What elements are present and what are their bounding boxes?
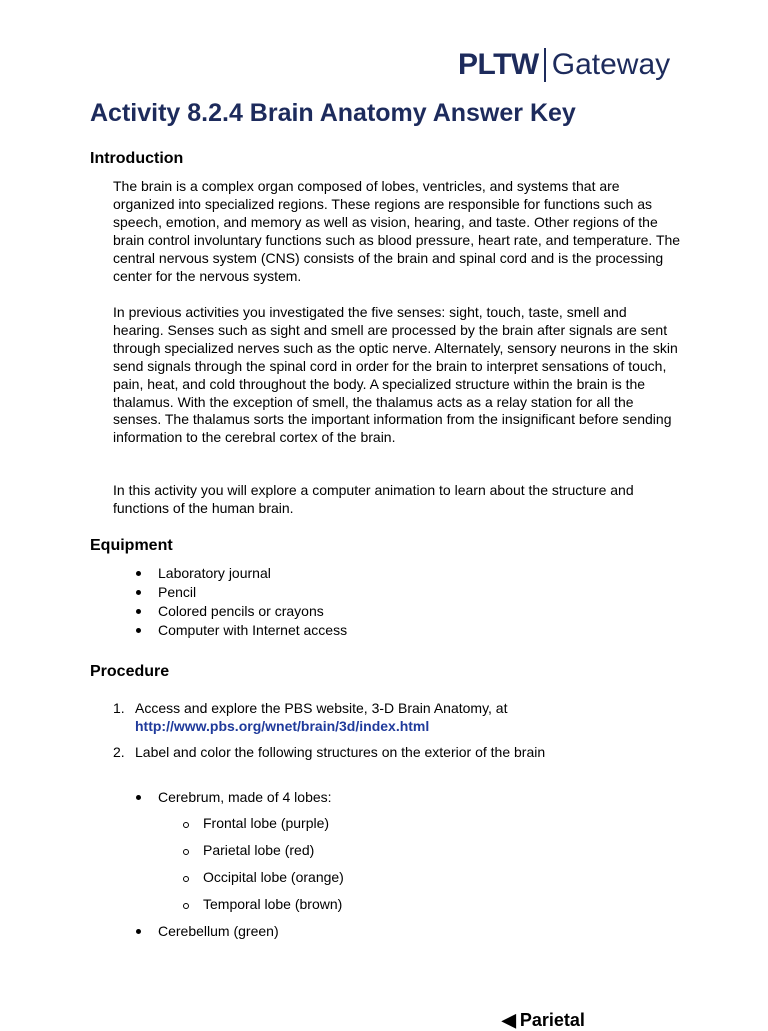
lobe-item-temporal <box>183 895 342 914</box>
cerebrum-item <box>136 788 332 807</box>
equipment-item-label: Colored pencils or crayons <box>158 603 324 619</box>
cerebrum-label: Cerebrum, made of 4 lobes: <box>158 789 332 805</box>
list-item <box>130 564 347 583</box>
introduction-heading: Introduction <box>90 150 184 167</box>
logo-brand: PLTW <box>458 48 539 81</box>
list-item <box>130 621 347 640</box>
circle-bullet-icon <box>183 849 189 855</box>
arrow-left-icon: ◀ <box>502 1010 516 1030</box>
pbs-brain-link[interactable]: http://www.pbs.org/wnet/brain/3d/index.html <box>135 717 430 734</box>
lobe-label: Occipital lobe (orange) <box>203 869 344 885</box>
equipment-item-label: Computer with Internet access <box>158 622 348 638</box>
equipment-item-label: Laboratory journal <box>158 565 271 581</box>
step-text: Label and color the following structures on the exterior of the brain <box>135 744 546 760</box>
list-item <box>130 583 347 602</box>
lobe-label: Frontal lobe (purple) <box>203 815 330 831</box>
circle-bullet-icon <box>183 876 189 882</box>
equipment-heading: Equipment <box>90 537 173 554</box>
figure-label-text: Parietal <box>519 1010 585 1030</box>
lobe-label: Temporal lobe (brown) <box>203 896 343 912</box>
procedure-heading: Procedure <box>90 663 170 680</box>
lobe-label: Parietal lobe (red) <box>203 842 315 858</box>
circle-bullet-icon <box>183 822 189 828</box>
lobe-item-frontal <box>183 814 329 833</box>
figure-label-parietal <box>502 1010 585 1031</box>
step-number: 1. <box>113 700 125 716</box>
equipment-list <box>130 564 347 640</box>
intro-paragraph-2: In previous activities you investigated the five senses: sight, touch, taste, smell and hearing. Senses such as sight and smell are processed by the brain after signals are sent through specialized nerves such as the optic nerve. Alternately, sensory neurons in the skin send signals through the spinal cord in order for the brain to interpret sensations of touch, pain, heat, and cold throughout the body. A specialized structure within the brain is the thalamus. With the exception of smell, the thalamus acts as a relay station for all the senses. The thalamus sorts the important information from the insignificant before sending information to the cerebral cortex of the brain. <box>113 304 678 446</box>
cerebellum-label: Cerebellum (green) <box>158 923 279 939</box>
logo-divider <box>544 48 546 82</box>
bullet-icon <box>136 571 141 576</box>
circle-bullet-icon <box>183 903 189 909</box>
step-number: 2. <box>113 744 125 760</box>
bullet-icon <box>136 628 141 633</box>
step-text: Access and explore the PBS website, 3-D Brain Anatomy, at <box>135 700 508 716</box>
bullet-icon <box>136 929 141 934</box>
intro-paragraph-3: In this activity you will explore a computer animation to learn about the structure and functions of the human brain. <box>113 482 634 516</box>
page-title: Activity 8.2.4 Brain Anatomy Answer Key <box>90 99 576 127</box>
list-item <box>130 602 347 621</box>
lobe-item-occipital <box>183 868 344 887</box>
lobe-item-parietal <box>183 841 314 860</box>
step-text-block <box>135 700 695 736</box>
logo-product: Gateway <box>551 48 671 81</box>
bullet-icon <box>136 609 141 614</box>
bullet-icon <box>136 795 141 800</box>
intro-paragraph-1: The brain is a complex organ composed of lobes, ventricles, and systems that are organized into specialized regions. These regions are responsible for functions such as speech, emotion, and memory as well as vision, hearing, and taste. Other regions of the brain control involuntary functions such as blood pressure, heart rate, and temperature. The central nervous system (CNS) consists of the brain and spinal cord and is the processing center for the nervous system. <box>113 178 681 284</box>
pltw-gateway-logo <box>458 44 670 86</box>
bullet-icon <box>136 590 141 595</box>
cerebellum-item <box>136 922 279 941</box>
equipment-item-label: Pencil <box>158 584 197 600</box>
